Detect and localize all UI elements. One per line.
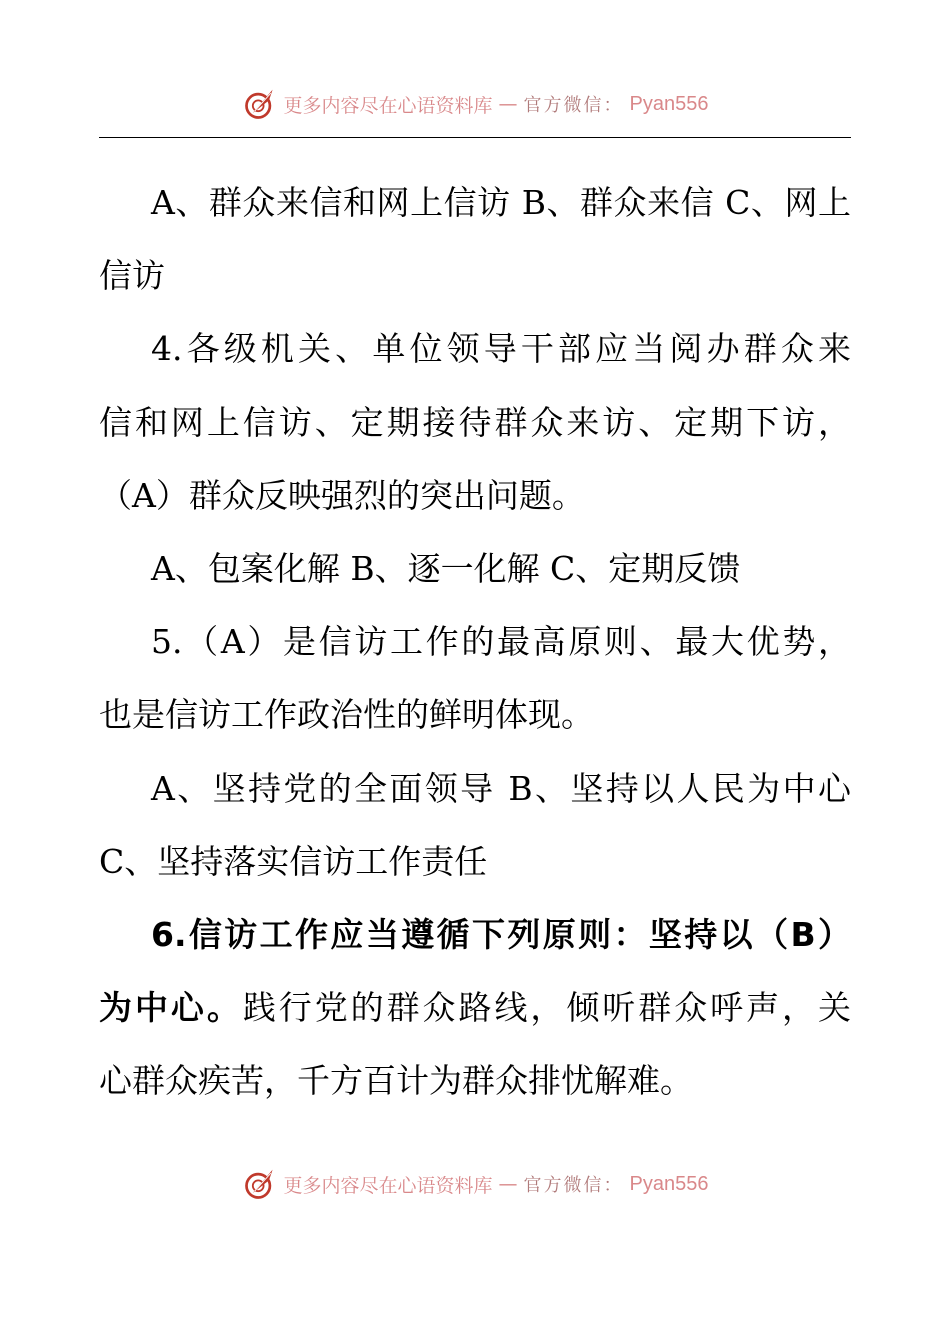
header-wechat-id: Pyan556 xyxy=(629,92,709,115)
text-line: 信和网上信访、定期接待群众来访、定期下访， xyxy=(99,402,851,442)
header-wechat-label: 官方微信： xyxy=(523,95,624,116)
header-separator: — xyxy=(498,93,518,115)
footer-wechat-id: Pyan556 xyxy=(629,1172,709,1195)
page-header xyxy=(0,82,950,126)
text-line: 信访 xyxy=(99,256,165,296)
text-line-bold: 6.信访工作应当遵循下列原则：坚持以（B） xyxy=(151,914,851,954)
quill-logo-icon xyxy=(242,1166,278,1202)
header-brand-text: 更多内容尽在心语资料库 xyxy=(283,94,493,117)
text-line: （A）群众反映强烈的突出问题。 xyxy=(99,475,585,515)
footer-separator: — xyxy=(498,1173,518,1195)
footer-brand-text: 更多内容尽在心语资料库 xyxy=(283,1174,493,1197)
header-divider xyxy=(99,137,851,138)
text-line: C、坚持落实信访工作责任 xyxy=(99,841,488,881)
text-line: 5.（A）是信访工作的最高原则、最大优势， xyxy=(151,622,851,662)
bold-segment: 为中心。 xyxy=(99,988,243,1028)
document-body xyxy=(99,166,851,1117)
text-line-mixed xyxy=(99,971,851,1044)
regular-segment: 践行党的群众路线，倾听群众呼声，关 xyxy=(242,988,852,1028)
text-line: A、群众来信和网上信访 B、群众来信 C、网上 xyxy=(151,183,851,222)
text-line: 心群众疾苦，千方百计为群众排忧解难。 xyxy=(99,1061,693,1101)
footer-wechat-label: 官方微信： xyxy=(523,1175,624,1196)
text-line: 4.各级机关、单位领导干部应当阅办群众来 xyxy=(151,329,851,369)
footer-banner xyxy=(242,1166,709,1202)
page-footer xyxy=(0,1162,950,1206)
text-line: 也是信访工作政治性的鲜明体现。 xyxy=(99,695,594,735)
header-banner xyxy=(242,86,709,122)
text-line: A、包案化解 B、逐一化解 C、定期反馈 xyxy=(151,548,741,588)
quill-logo-icon xyxy=(242,86,278,122)
text-line: A、坚持党的全面领导 B、坚持以人民为中心 xyxy=(151,768,851,808)
